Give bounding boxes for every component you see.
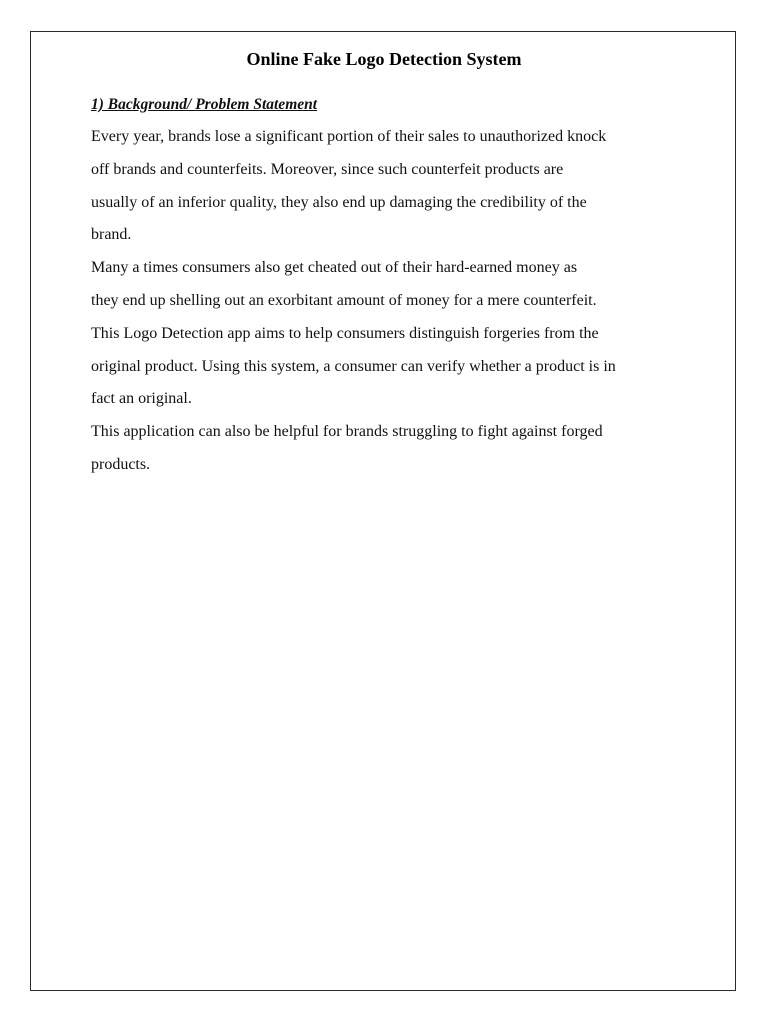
- document-body: [91, 93, 691, 482]
- text-line: off brands and counterfeits. Moreover, since such counterfeit products are: [91, 160, 564, 178]
- document-page: [30, 31, 736, 991]
- paragraph-brands-helpful: [91, 416, 691, 482]
- text-line: This Logo Detection app aims to help consumers distinguish forgeries from the: [91, 324, 599, 342]
- text-line: brand.: [91, 226, 132, 244]
- text-line: fact an original.: [91, 390, 192, 408]
- text-line: they end up shelling out an exorbitant amount of money for a mere counterfeit.: [91, 291, 597, 309]
- text-line: This application can also be helpful for brands struggling to fight against forged: [91, 423, 603, 441]
- document-title: Online Fake Logo Detection System: [246, 49, 522, 69]
- section-heading: 1) Background/ Problem Statement: [91, 96, 318, 113]
- text-line: Every year, brands lose a significant portion of their sales to unauthorized knock: [91, 128, 607, 145]
- text-line: products.: [91, 455, 151, 473]
- paragraph-counterfeit-sales: [91, 121, 691, 252]
- paragraph-consumers-cheated: [91, 252, 691, 416]
- text-line: usually of an inferior quality, they also end up damaging the credibility of the: [91, 193, 587, 211]
- text-line: original product. Using this system, a consumer can verify whether a product is in: [91, 357, 616, 375]
- text-line: Many a times consumers also get cheated out of their hard-earned money as: [91, 259, 578, 277]
